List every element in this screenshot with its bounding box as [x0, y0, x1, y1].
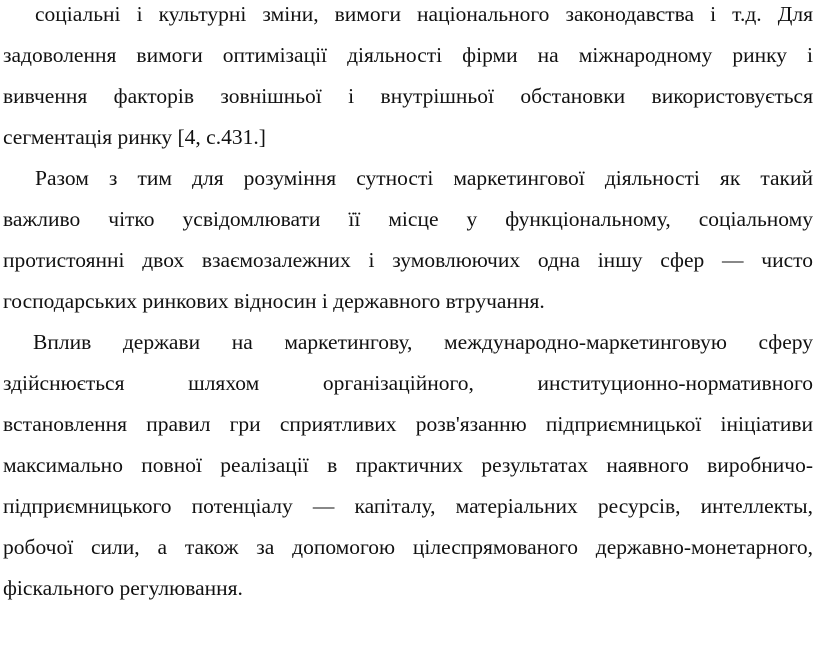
paragraph-1-line-2: задоволення вимоги оптимізації діяльності фірми на міжнародному ринку і [3, 43, 813, 67]
paragraph-3-line-4: максимально повної реалізації в практичних результатах наявного виробничо- [3, 453, 813, 477]
paragraph-3-line-2: здійснюється шляхом організаційного, институционно-нормативного [3, 371, 813, 395]
paragraph-1-line-4: сегментація ринку [4, с.431.] [3, 125, 266, 149]
paragraph-3-line-5: підприємницького потенціалу — капіталу, матеріальних ресурсів, интеллекты, [3, 494, 813, 518]
paragraph-2-line-2: важливо чітко усвідомлювати її місце у функціональному, соціальному [3, 207, 813, 231]
paragraph-2-line-4: господарських ринкових відносин і державного втручання. [3, 289, 545, 313]
paragraph-1-line-3: вивчення факторів зовнішньої і внутрішньої обстановки використовується [3, 84, 813, 108]
paragraph-3-line-7: фіскального регулювання. [3, 576, 243, 600]
paragraph-3-line-1: Вплив держави на маркетингову, международно-маркетинговую сферу [33, 330, 813, 354]
paragraph-3-line-3: встановлення правил гри сприятливих розв'язанню підприємницької ініціативи [3, 412, 813, 436]
paragraph-2-line-1: Разом з тим для розуміння сутності маркетингової діяльності як такий [35, 166, 813, 190]
paragraph-1-line-1: соціальні і культурні зміни, вимоги національного законодавства і т.д. Для [35, 2, 813, 26]
paragraph-2-line-3: протистоянні двох взаємозалежних і зумовлюючих одна іншу сфер — чисто [3, 248, 813, 272]
paragraph-3-line-6: робочої сили, а також за допомогою цілеспрямованого державно-монетарного, [3, 535, 813, 559]
